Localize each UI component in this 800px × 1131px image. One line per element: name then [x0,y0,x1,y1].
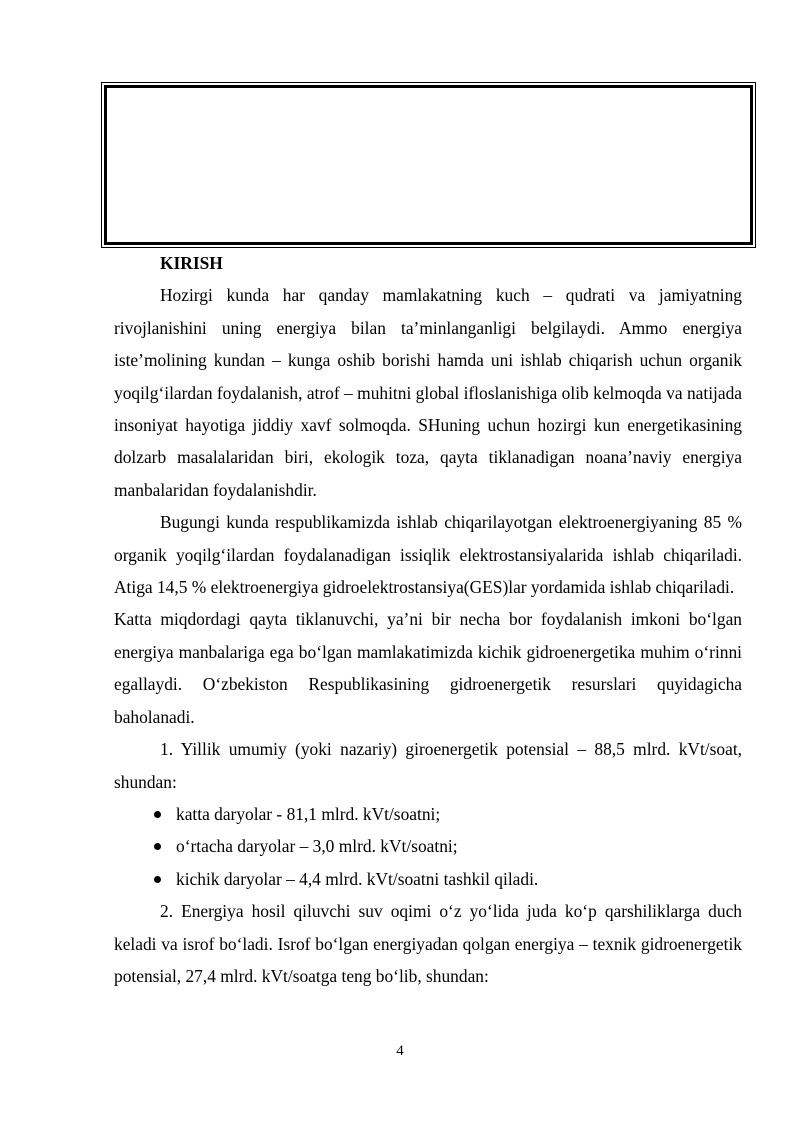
list-item [114,830,742,862]
paragraph-resources: Katta miqdordagi qayta tiklanuvchi, ya’ni bir necha bor foydalanish imkoni bo‘lgan energiya manbalariga ega bo‘lgan mamlakatimizda kichik gidroenergetika muhim o‘rinni egallaydi. O‘zbekiston Respublikasining gidroenergetik resurslari quyidagicha baholanadi. [114,609,742,727]
paragraph-energy-share: Bugungi kunda respublikamizda ishlab chiqarilayotgan elektroenergiyaning 85 % organik yoqilg‘ilardan foydalanadigan issiqlik elektrostansiyalarida ishlab chiqariladi. Atiga 14,5 % elektroenergiya gidroelektrostansiya(GES)lar yordamida ishlab chiqariladi. [114,512,742,598]
bullet-list [114,798,742,895]
bullet-icon [154,876,161,883]
bullet-icon [154,811,161,818]
paragraph-potential-2: 2. Energiya hosil qiluvchi suv oqimi o‘z yo‘lida juda ko‘p qarshiliklarga duch keladi va isrof bo‘ladi. Isrof bo‘lgan energiyadan qolgan energiya – texnik gidroenergetik potensial, 27,4 mlrd. kVt/soatga teng bo‘lib, shundan: [114,901,742,986]
bullet-icon [154,843,161,850]
list-item [114,863,742,895]
page-number: 4 [396,1043,404,1059]
list-item-text: katta daryolar - 81,1 mlrd. kVt/soatni; [176,803,441,824]
list-item-text: kichik daryolar – 4,4 mlrd. kVt/soatni tashkil qiladi. [176,868,539,889]
document-body [114,247,742,992]
paragraph-intro: Hozirgi kunda har qanday mamlakatning kuch – qudrati va jamiyatning rivojlanishini uning energiya bilan ta’minlanganligi belgilaydi. Ammo energiya iste’molining kundan – kunga oshib borishi hamda uni ishlab chiqarish uchun organik yoqilg‘ilardan foydalanish, atrof – muhitni global ifloslanishiga olib kelmoqda va natijada insoniyat hayotiga jiddiy xavf solmoqda. SHuning uchun hozirgi kun energetikasining dolzarb masalalaridan biri, ekologik toza, qayta tiklanadigan noana’naviy energiya manbalaridan foydalanishdir. [114,285,742,500]
section-heading: KIRISH [160,253,223,273]
list-item-text: o‘rtacha daryolar – 3,0 mlrd. kVt/soatni; [176,836,458,857]
list-item [114,798,742,830]
paragraph-potential-1: 1. Yillik umumiy (yoki nazariy) giroenergetik potensial – 88,5 mlrd. kVt/soat, shundan: [114,739,742,792]
title-frame-box [104,85,753,245]
